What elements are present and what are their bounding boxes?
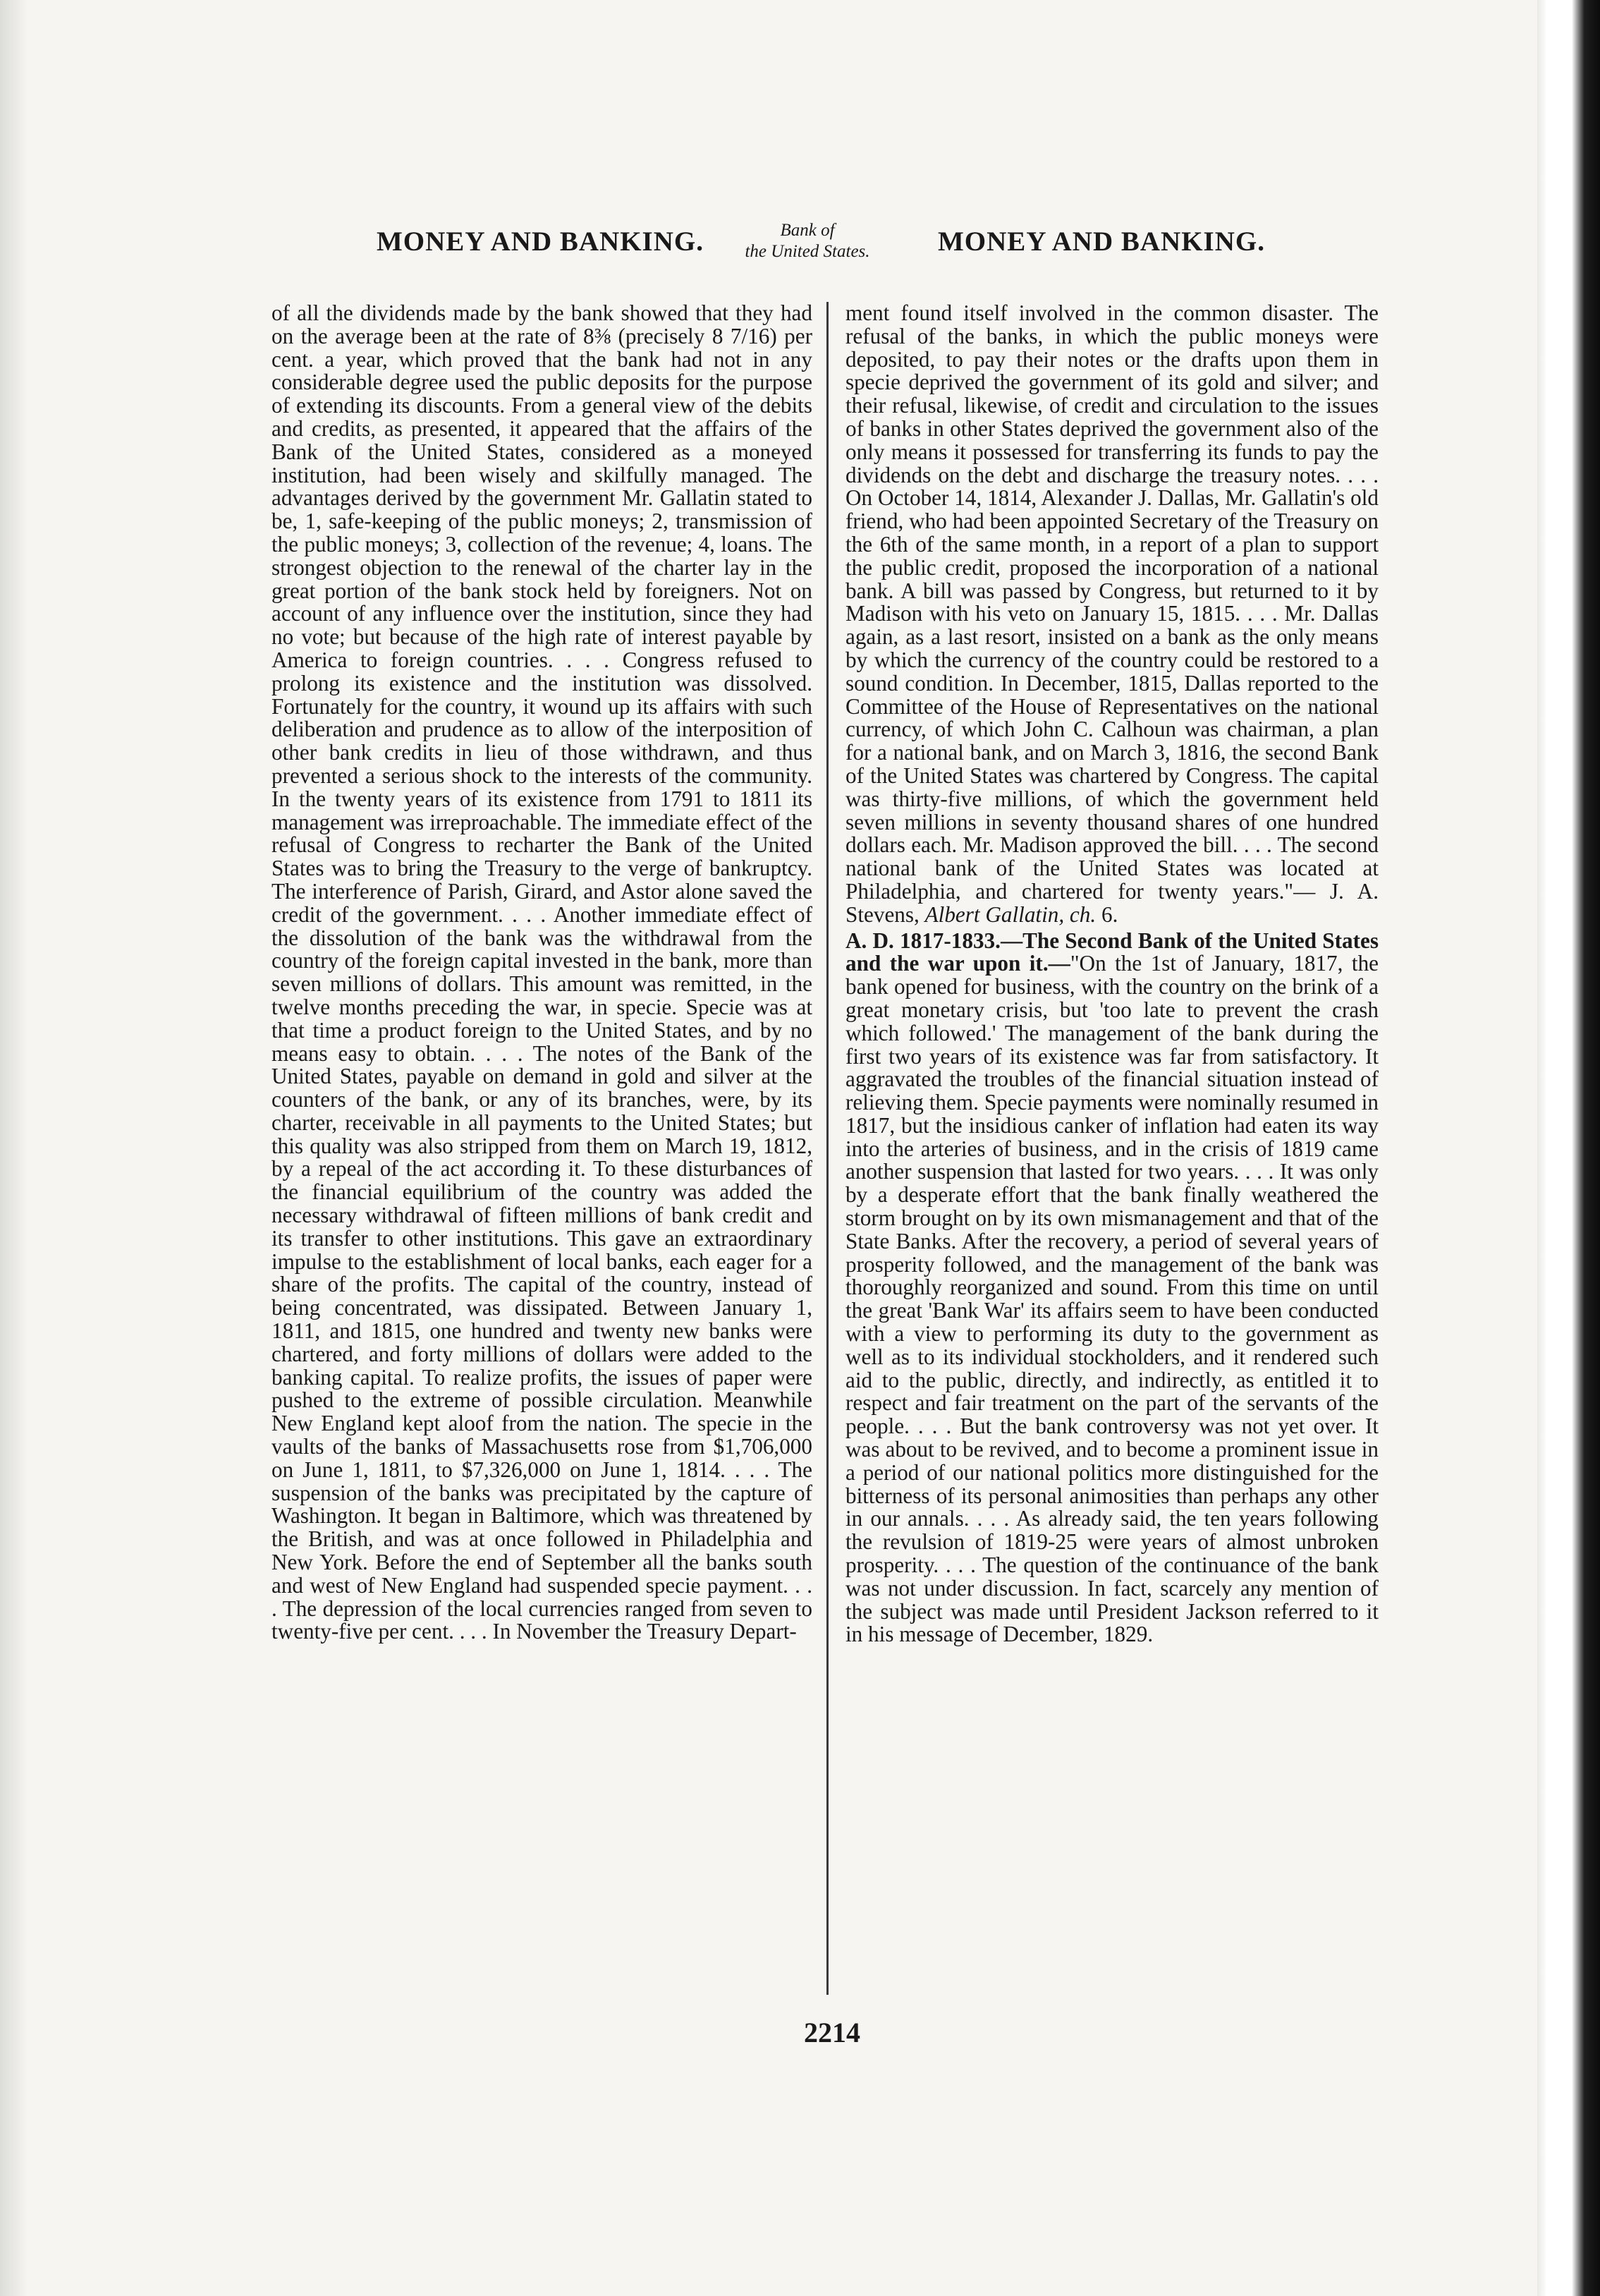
right-para2-text: "On the 1st of January, 1817, the bank opened for business, with the country on the brink of a great monetary crisis, but 'too late to prevent the crash which followed.' The management of the bank during the first two years of its existence was far from satisfactory. It aggravated the troubles of the financial situation instead of relieving them. Specie payments were nominally resumed in 1817, but the insidious canker of inflation had eaten its way into the arteries of business, and in the crisis of 1819 came another suspension that lasted for two years. . . . It was only by a desperate effort that the bank finally weathered the storm brought on by its own mismanagement and that of the State Banks. After the recovery, a period of several years of prosperity followed, and the management of the bank was thoroughly reorganized and sound. From this time on until the great 'Bank War' its affairs seem to have been conducted with a view to performing its duty to the government as well as to its individual stockholders, and it rendered such aid to the public, directly, and indirectly, as entitled it to respect and fair treatment on the part of the servants of the people. . . . But the bank controversy was not yet over. It was about to be revived, and to become a prominent issue in a period of our national politics more distinguished for the bitterness of its personal animosities than perhaps any other in our annals. . . . As already said, the ten years following the revulsion of 1819-25 were years of almost unbroken prosperity. . . . The question of the continuance of the bank was not under discussion. In fact, scarcely any mention of the subject was made until President Jackson referred to it in his message of December, 1829. — [845, 951, 1379, 1647]
page-number: 2214 — [804, 2017, 860, 2048]
right-column-paragraph-2 — [845, 930, 1379, 1647]
right-column-paragraph-1 — [845, 302, 1379, 927]
section-heading: A. D. 1817-1833.—The Second Bank of the United States and the war upon it.— — [845, 928, 1379, 976]
page-edge — [1537, 0, 1600, 2296]
header-left-title: MONEY AND BANKING. — [377, 226, 704, 257]
page-shadow — [0, 0, 28, 2296]
running-header — [268, 220, 1326, 298]
header-right-title: MONEY AND BANKING. — [938, 226, 1265, 257]
header-center-line1: Bank of — [780, 221, 835, 240]
header-center-line2: the United States. — [745, 242, 870, 261]
left-column — [271, 302, 812, 1995]
citation-title: Albert Gallatin, ch. — [924, 901, 1097, 927]
citation-end: 6. — [1096, 901, 1118, 927]
right-para1-text: ment found itself involved in the common disaster. The refusal of the banks, in which the public moneys were deposited, to pay their notes or the drafts upon them in specie deprived the government of its gold and silver; and their refusal, likewise, of credit and circulation to the issues of banks in other States deprived the government also of the only means it possessed for transferring its funds to pay the dividends on the debt and discharge the treasury notes. . . . On October 14, 1814, Alexander J. Dallas, Mr. Gallatin's old friend, who had been appointed Secretary of the Treasury on the 6th of the same month, in a report of a plan to support the public credit, proposed the incorporation of a national bank. A bill was passed by Congress, but returned to it by Madison with his veto on January 15, 1815. . . . Mr. Dallas again, as a last resort, insisted on a bank as the only means by which the currency of the country could be restored to a sound condition. In December, 1815, Dallas reported to the Committee of the House of Representatives on the national currency, of which John C. Calhoun was chairman, a plan for a national bank, and on March 3, 1816, the second Bank of the United States was chartered by Congress. The capital was thirty-five millions, of which the government held seven millions in seventy thousand shares of one hundred dollars each. Mr. Madison approved the bill. . . . The second national bank of the United States was located at Philadelphia, and chartered for twenty years."— J. A. Stevens, — [845, 300, 1379, 927]
left-column-text: of all the dividends made by the bank showed that they had on the average been at the rate of 8⅜ (precisely 8 7/16) per cent. a year, which proved that the bank had not in any considerable degree used the public deposits for the purpose of extending its discounts. From a general view of the debits and credits, as presented, it appeared that the affairs of the Bank of the United States, considered as a moneyed institution, had been wisely and skilfully managed. The advantages derived by the government Mr. Gallatin stated to be, 1, safe-keeping of the public moneys; 2, transmission of the public moneys; 3, collection of the revenue; 4, loans. The strongest objection to the renewal of the charter lay in the great portion of the bank stock held by foreigners. Not on account of any influence over the institution, since they had no vote; but because of the high rate of interest payable by America to foreign countries. . . . Congress refused to prolong its existence and the institution was dissolved. Fortunately for the country, it wound up its affairs with such deliberation and prudence as to allow of the interposition of other bank credits in lieu of those withdrawn, and thus prevented a serious shock to the interests of the community. In the twenty years of its existence from 1791 to 1811 its management was irreproachable. The immediate effect of the refusal of Congress to recharter the Bank of the United States was to bring the Treasury to the verge of bankruptcy. The interference of Parish, Girard, and Astor alone saved the credit of the government. . . . Another immediate effect of the dissolution of the bank was the withdrawal from the country of the foreign capital invested in the bank, more than seven millions of dollars. This amount was remitted, in the twelve months preceding the war, in specie. Specie was at that time a product foreign to the United States, and by no means easy to obtain. . . . The notes of the Bank of the United States, payable on demand in gold and silver at the counters of the bank, or any of its branches, were, by its charter, receivable in all payments to the United States; but this quality was also stripped from them on March 19, 1812, by a repeal of the act according it. To these disturbances of the financial equilibrium of the country was added the necessary withdrawal of fifteen millions of bank credit and its transfer to other institutions. This gave an extraordinary impulse to the establishment of local banks, each eager for a share of the profits. The capital of the country, instead of being concentrated, was dissipated. Between January 1, 1811, and 1815, one hundred and twenty new banks were chartered, and forty millions of dollars were added to the banking capital. To realize profits, the issues of paper were pushed to the extreme of possible circulation. Meanwhile New England kept aloof from the nation. The specie in the vaults of the banks of Massachusetts rose from $1,706,000 on June 1, 1811, to $7,326,000 on June 1, 1814. . . . The suspension of the banks was precipitated by the capture of Washington. It began in Baltimore, which was threatened by the British, and was at once followed in Philadelphia and New York. Before the end of September all the banks south and west of New England had suspended specie payment. . . . The depression of the local currencies ranged from seven to twenty-five per cent. . . . In November the Treasury Depart- — [271, 300, 812, 1644]
column-divider — [826, 302, 829, 1995]
right-column — [845, 302, 1379, 1995]
header-center-note — [719, 220, 896, 262]
